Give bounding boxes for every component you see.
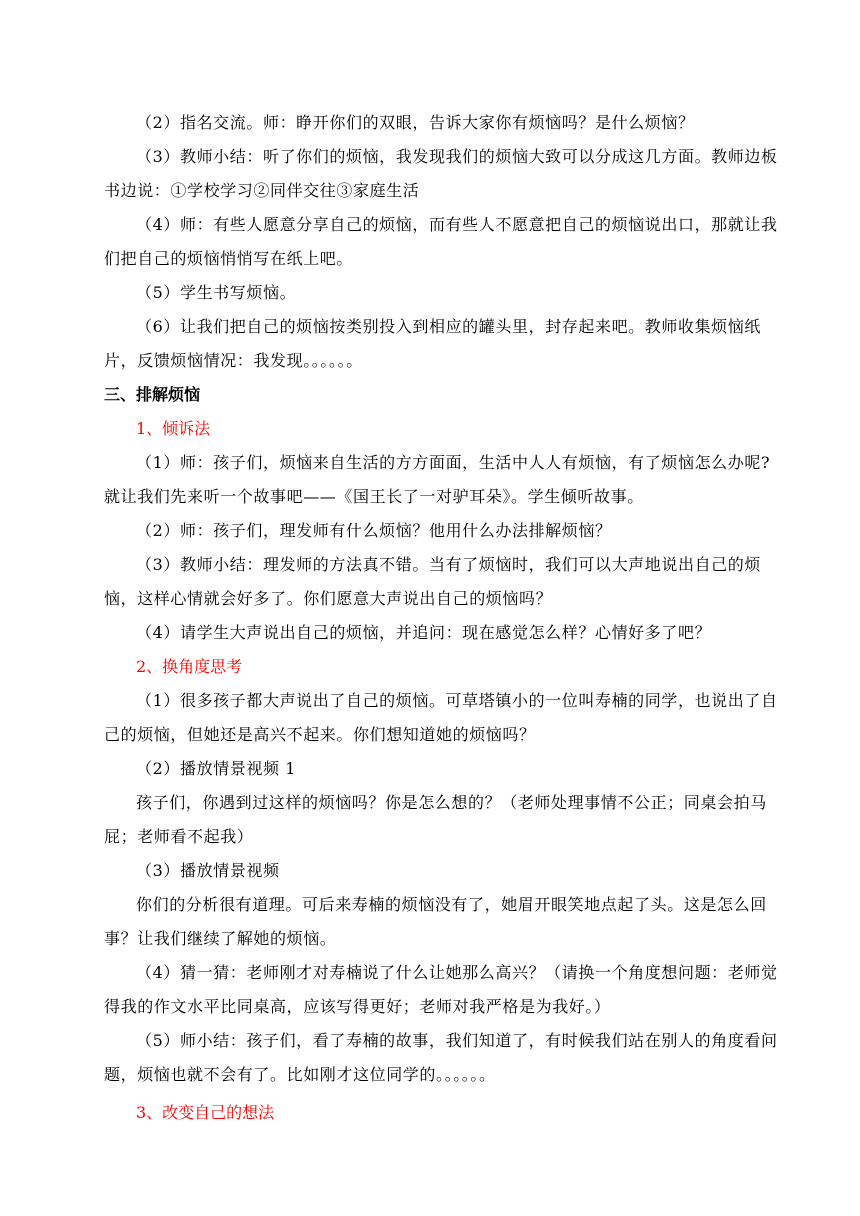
section-heading: 三、排解烦恼: [104, 385, 201, 404]
paragraph: （4）猜一猜：老师刚才对寿楠说了什么让她那么高兴？（请换一个角度想问题：老师觉得我的作文水平比同桌高，应该写得更好；老师对我严格是为我好。）: [104, 963, 778, 1016]
paragraph: （1）师：孩子们，烦恼来自生活的方方面面，生活中人人有烦恼，有了烦恼怎么办呢?就让我们先来听一个故事吧——《国王长了一对驴耳朵》。学生倾听故事。: [104, 453, 771, 506]
paragraph: （3）教师小结：理发师的方法真不错。当有了烦恼时，我们可以大声地说出自己的烦恼，这样心情就会好多了。你们愿意大声说出自己的烦恼吗？: [104, 555, 761, 608]
paragraph: （5）师小结：孩子们，看了寿楠的故事，我们知道了，有时候我们站在别人的角度看问题，烦恼也就不会有了。比如刚才这位同学的。。。。。。: [104, 1031, 778, 1084]
paragraph: （2）指名交流。师：睁开你们的双眼，告诉大家你有烦恼吗？是什么烦恼？: [136, 113, 695, 132]
paragraph: （1）很多孩子都大声说出了自己的烦恼。可草塔镇小的一位叫寿楠的同学，也说出了自己的烦恼，但她还是高兴不起来。你们想知道她的烦恼吗？: [104, 691, 778, 744]
paragraph: 你们的分析很有道理。可后来寿楠的烦恼没有了，她眉开眼笑地点起了头。这是怎么回事？让我们继续了解她的烦恼。: [104, 895, 767, 948]
paragraph: 孩子们，你遇到过这样的烦恼吗？你是怎么想的？（老师处理事情不公正；同桌会拍马屁；老师看不起我）: [104, 793, 767, 846]
subsection-heading: 1、倾诉法: [136, 419, 211, 438]
subsection-heading: 2、换角度思考: [136, 657, 243, 676]
subsection-heading: 3、改变自己的想法: [136, 1103, 275, 1122]
paragraph: （3）播放情景视频: [136, 861, 280, 880]
paragraph: （2）师：孩子们，理发师有什么烦恼？他用什么办法排解烦恼？: [136, 521, 612, 540]
paragraph: （5）学生书写烦恼。: [136, 283, 297, 302]
paragraph: （6）让我们把自己的烦恼按类别投入到相应的罐头里，封存起来吧。教师收集烦恼纸片，反馈烦恼情况：我发现。。。。。。: [104, 317, 761, 370]
document-page: [104, 106, 780, 1130]
paragraph: （3）教师小结：听了你们的烦恼，我发现我们的烦恼大致可以分成这几方面。教师边板书边说：①学校学习②同伴交往③家庭生活: [104, 147, 778, 200]
paragraph: （2）播放情景视频 1: [136, 759, 297, 778]
paragraph: （4）请学生大声说出自己的烦恼，并追问：现在感觉怎么样？心情好多了吧？: [136, 623, 712, 642]
paragraph: （4）师：有些人愿意分享自己的烦恼，而有些人不愿意把自己的烦恼说出口，那就让我们把自己的烦恼悄悄写在纸上吧。: [104, 215, 778, 268]
